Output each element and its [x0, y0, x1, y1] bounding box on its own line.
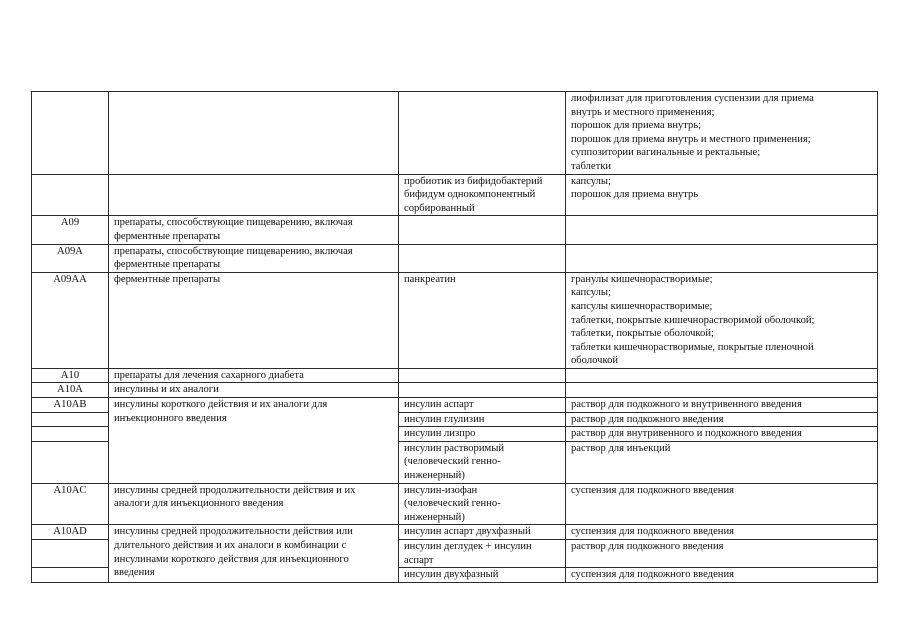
- drug-name-cell: [399, 216, 566, 244]
- drug-name-cell-line: инженерный): [404, 470, 465, 482]
- dosage-form-cell-line: лиофилизат для приготовления суспензии для приема: [571, 93, 814, 104]
- atc-group-cell-line: инсулины короткого действия и их аналоги для: [114, 399, 328, 411]
- atc-group-cell-line: ферментные препараты: [114, 259, 221, 271]
- dosage-form-cell: [566, 92, 878, 175]
- dosage-form-cell-line: внутрь и местного применения;: [571, 106, 715, 118]
- drug-name-cell: [399, 568, 566, 583]
- dosage-form-cell: [566, 483, 878, 525]
- dosage-form-cell-line: суспензия для подкожного введения: [571, 526, 734, 538]
- drug-name-cell-line: инсулин растворимый: [404, 442, 505, 454]
- drug-name-cell: [399, 412, 566, 427]
- atc-group-cell-line: инсулинами короткого действия для инъекционного: [114, 553, 349, 565]
- dosage-form-cell-line: таблетки: [571, 160, 612, 172]
- drug-name-cell: [399, 272, 566, 368]
- dosage-form-cell-line: таблетки кишечнорастворимые, покрытые пленочной: [571, 341, 814, 353]
- atc-group-cell-line: длительного действия и их аналоги в комбинации с: [114, 540, 347, 551]
- atc-group-cell: [109, 216, 399, 244]
- drug-name-cell: [399, 427, 566, 442]
- table-row: [32, 272, 878, 368]
- dosage-form-cell-line: суппозитории вагинальные и ректальные;: [571, 147, 761, 159]
- dosage-form-cell-line: таблетки, покрытые кишечнорастворимой оболочкой;: [571, 314, 815, 326]
- atc-group-cell: [109, 272, 399, 368]
- dosage-form-cell-line: раствор для инъекций: [571, 442, 671, 454]
- atc-group-cell-line: инъекционного введения: [114, 412, 227, 424]
- atc-group-cell-line: инсулины и их аналоги: [114, 384, 219, 396]
- atc-group-cell: [109, 398, 399, 484]
- drug-name-cell: [399, 244, 566, 272]
- dosage-form-cell-line: порошок для приема внутрь: [571, 189, 699, 201]
- atc-group-cell-line: препараты, способствующие пищеварению, включая: [114, 245, 353, 257]
- atc-code-cell: A09A: [32, 244, 109, 272]
- table-row: [32, 483, 878, 525]
- drug-name-cell-line: инсулин глулизин: [404, 413, 485, 425]
- drug-name-cell-line: пробиотик из бифидобактерий: [404, 175, 543, 187]
- drug-name-cell-line: инсулин аспарт двухфазный: [404, 526, 531, 538]
- dosage-form-cell: [566, 427, 878, 442]
- dosage-form-cell: [566, 368, 878, 383]
- atc-group-cell: [109, 92, 399, 175]
- drug-name-cell: [399, 441, 566, 483]
- dosage-form-cell: [566, 441, 878, 483]
- atc-group-cell-line: ферментные препараты: [114, 230, 221, 242]
- atc-group-cell-line: введения: [114, 567, 155, 579]
- table-row: [32, 92, 878, 175]
- drug-name-cell: [399, 483, 566, 525]
- drug-name-cell-line: (человеческий генно-: [404, 456, 501, 468]
- atc-group-cell-line: аналоги для инъекционного введения: [114, 498, 284, 510]
- atc-code-cell: [32, 441, 109, 483]
- dosage-form-cell-line: оболочкой: [571, 355, 619, 367]
- table-row: [32, 398, 878, 413]
- atc-code-cell: [32, 427, 109, 442]
- drug-name-cell-line: инсулин аспарт: [404, 399, 474, 411]
- drug-name-cell-line: инсулин-изофан: [404, 484, 478, 496]
- drug-name-cell: [399, 383, 566, 398]
- dosage-form-cell: [566, 568, 878, 583]
- table-row: [32, 383, 878, 398]
- dosage-form-cell: [566, 412, 878, 427]
- table-row: [32, 368, 878, 383]
- dosage-form-cell: [566, 383, 878, 398]
- atc-code-cell: A09: [32, 216, 109, 244]
- dosage-form-cell-line: порошок для приема внутрь;: [571, 120, 702, 132]
- dosage-form-cell-line: раствор для подкожного и внутривенного введения: [571, 399, 802, 411]
- atc-code-cell: A10AD: [32, 525, 109, 540]
- table-row: [32, 244, 878, 272]
- drug-name-cell: [399, 92, 566, 175]
- atc-group-cell-line: инсулины средней продолжительности действия или: [114, 526, 353, 538]
- drug-name-cell-line: сорбированный: [404, 202, 475, 214]
- dosage-form-cell: [566, 216, 878, 244]
- dosage-form-cell-line: капсулы;: [571, 287, 611, 299]
- atc-code-cell: [32, 412, 109, 427]
- drug-name-cell-line: (человеческий генно-: [404, 498, 501, 510]
- atc-code-cell: [32, 174, 109, 216]
- dosage-form-cell-line: раствор для подкожного введения: [571, 413, 724, 425]
- atc-code-cell: [32, 568, 109, 583]
- dosage-form-cell-line: порошок для приема внутрь и местного применения;: [571, 133, 811, 145]
- atc-group-cell-line: препараты, способствующие пищеварению, включая: [114, 217, 353, 229]
- atc-group-cell: [109, 174, 399, 216]
- atc-code-cell: A09AA: [32, 272, 109, 368]
- dosage-form-cell-line: суспензия для подкожного введения: [571, 569, 734, 581]
- drug-name-cell: [399, 525, 566, 540]
- table-row: [32, 525, 878, 540]
- atc-group-cell: [109, 244, 399, 272]
- table-row: [32, 174, 878, 216]
- dosage-form-cell: [566, 174, 878, 216]
- dosage-form-cell: [566, 244, 878, 272]
- atc-group-cell-line: препараты для лечения сахарного диабета: [114, 369, 304, 381]
- atc-code-cell: A10AC: [32, 483, 109, 525]
- drug-name-cell: [399, 368, 566, 383]
- drug-name-cell: [399, 398, 566, 413]
- dosage-form-cell: [566, 398, 878, 413]
- dosage-form-cell: [566, 540, 878, 568]
- drug-name-cell-line: инженерный): [404, 511, 465, 523]
- table-row: [32, 216, 878, 244]
- atc-group-cell: [109, 483, 399, 525]
- dosage-form-cell-line: таблетки, покрытые оболочкой;: [571, 328, 714, 340]
- atc-code-cell: [32, 92, 109, 175]
- dosage-form-cell-line: раствор для внутривенного и подкожного введения: [571, 428, 802, 440]
- atc-code-cell: A10AB: [32, 398, 109, 413]
- drug-name-cell-line: инсулин деглудек + инсулин: [404, 541, 532, 552]
- dosage-form-cell-line: суспензия для подкожного введения: [571, 484, 734, 496]
- drug-name-cell-line: панкреатин: [404, 273, 456, 285]
- atc-group-cell: [109, 525, 399, 582]
- atc-code-cell: [32, 540, 109, 568]
- dosage-form-cell: [566, 272, 878, 368]
- atc-group-cell-line: ферментные препараты: [114, 273, 221, 285]
- drug-name-cell-line: аспарт: [404, 554, 434, 566]
- drug-name-cell: [399, 174, 566, 216]
- drug-name-cell-line: инсулин двухфазный: [404, 569, 499, 581]
- dosage-form-cell-line: капсулы;: [571, 175, 611, 187]
- drug-name-cell-line: инсулин лизпро: [404, 428, 476, 440]
- drug-name-cell: [399, 540, 566, 568]
- dosage-form-cell: [566, 525, 878, 540]
- drug-classification-table: [31, 91, 878, 583]
- atc-group-cell: [109, 383, 399, 398]
- drug-name-cell-line: бифидум однокомпонентный: [404, 189, 536, 201]
- atc-group-cell-line: инсулины средней продолжительности действия и их: [114, 484, 356, 496]
- dosage-form-cell-line: капсулы кишечнорастворимые;: [571, 300, 713, 312]
- dosage-form-cell-line: раствор для подкожного введения: [571, 541, 724, 552]
- atc-code-cell: A10A: [32, 383, 109, 398]
- atc-code-cell: A10: [32, 368, 109, 383]
- dosage-form-cell-line: гранулы кишечнорастворимые;: [571, 273, 713, 285]
- atc-group-cell: [109, 368, 399, 383]
